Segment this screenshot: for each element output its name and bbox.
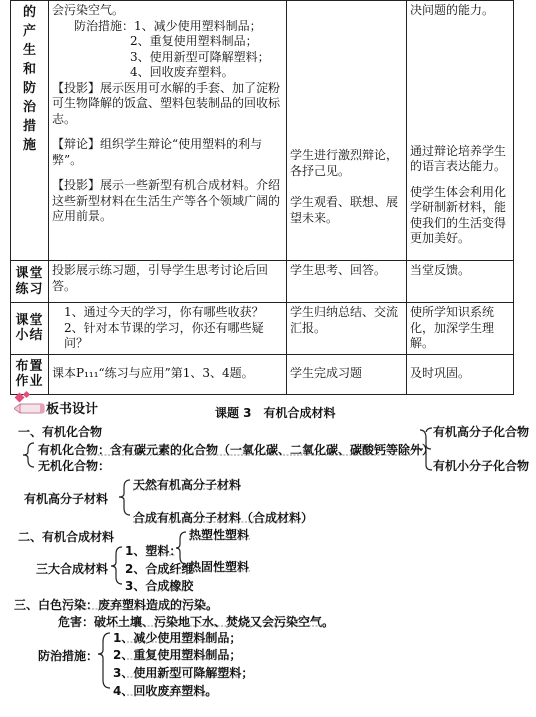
teacher-activity-cell: 课本P₁₁₁“练习与应用”第1、3、4题。 — [49, 354, 287, 394]
thermoset-label: 热固性塑料 — [189, 560, 250, 574]
section-heading: 三、白色污染：废弃塑料造成的污染。 — [14, 598, 219, 612]
measure-item: 2、重复使用塑料制品； — [130, 34, 258, 48]
measures-title: 防治措施：1、减少使用塑料制品； — [74, 18, 262, 33]
summary-question: 1、通过今天的学习，你有哪些收获？ — [64, 305, 264, 319]
row-label-homework: 布置作业 — [11, 354, 49, 394]
projection-paragraph: 【投影】展示一些新型有机合成材料。介绍这些新型材料在生活生产等各个领域广阔的应用前景。 — [52, 178, 281, 223]
measure-item: 3、使用新型可降解塑料； — [130, 49, 270, 64]
rubber-item: 3、合成橡胶 — [125, 579, 194, 593]
measure-item: 4、回收废弃塑料。 — [130, 65, 234, 79]
section-heading: 一、有机化合物 — [18, 425, 103, 439]
student-observe: 学生观看、联想、展望未来。 — [290, 195, 399, 225]
teacher-activity-cell: 投影展示练习题，引导学生思考讨论后回答。 — [49, 261, 287, 303]
label-char: 施 — [22, 138, 36, 153]
thermoplastic-label: 热塑性塑料 — [189, 528, 250, 542]
design-intent-cell: 及时巩固。 — [407, 354, 514, 394]
board-design-banner: 板书设计 — [46, 402, 99, 417]
student-debate: 学生进行激烈辩论，各抒己见。 — [290, 148, 399, 178]
measure-item: 2、重复使用塑料制品； — [113, 648, 242, 662]
measure-item: 1、减少使用塑料制品； — [113, 631, 242, 645]
debate-paragraph: 【辩论】组织学生辩论“使用塑料的利与弊”。 — [52, 137, 263, 167]
plastics-item: 1、塑料： — [125, 544, 182, 558]
summary-question: 2、针对本节课的学习，你还有哪些疑问？ — [64, 320, 264, 350]
harm-text: 危害：破坏土壤、污染地下水、焚烧又会污染空气。 — [58, 615, 335, 629]
low-molecular-label: 有机小分子化合物 — [433, 459, 530, 473]
student-activity-cell: 学生归纳总结、交流汇报。 — [287, 303, 407, 355]
label-char: 产 — [22, 24, 36, 39]
label-char: 防 — [22, 81, 36, 96]
student-activity-cell: 学生思考、回答。 — [287, 261, 407, 303]
synthetic-polymer-label: 合成有机高分子材料（合成材料） — [133, 511, 314, 525]
design-intent-cell: 当堂反馈。 — [407, 261, 514, 303]
label-char: 措 — [22, 119, 36, 134]
label-char: 的 — [22, 5, 36, 20]
projection-paragraph: 【投影】展示医用可水解的手套、加了淀粉可生物降解的饭盒、塑料包装制品的回收标志。 — [52, 80, 281, 126]
fiber-item: 2、合成纤维 — [125, 562, 194, 576]
label-char: 治 — [22, 100, 36, 115]
organic-definition: 有机化合物：含有碳元素的化合物（一氧化碳、二氧化碳、碳酸钙等除外） — [38, 443, 435, 457]
natural-polymer-label: 天然有机高分子材料 — [133, 478, 242, 492]
label-char: 和 — [22, 62, 36, 77]
three-materials-label: 三大合成材料 — [36, 562, 109, 576]
polymer-material-label: 有机高分子材料 — [24, 492, 109, 506]
board-title: 课题 3 有机合成材料 — [215, 406, 336, 420]
measure-item: 3、使用新型可降解塑料； — [113, 666, 254, 680]
label-char: 生 — [22, 43, 36, 58]
text-line: 会污染空气。 — [52, 3, 125, 17]
intent-text: 通过辩论培养学生的语言表达能力。 — [410, 143, 507, 173]
intent-text: 决问题的能力。 — [410, 3, 495, 17]
row-label-summary: 课堂小结 — [11, 303, 49, 355]
student-activity-cell: 学生完成习题 — [287, 354, 407, 394]
row-label-practice: 课堂练习 — [11, 261, 49, 303]
intent-text: 使学生体会利用化学研制新材料，能使我们的生活变得更加美好。 — [410, 184, 507, 245]
section-heading: 二、有机合成材料 — [18, 530, 115, 544]
measure-item: 4、回收废弃塑料。 — [113, 684, 218, 698]
measures-label: 防治措施： — [38, 649, 99, 663]
high-molecular-label: 有机高分子化合物 — [433, 425, 530, 439]
inorganic-label: 无机化合物： — [38, 459, 111, 473]
design-intent-cell: 使所学知识系统化，加深学生理解。 — [407, 303, 514, 355]
